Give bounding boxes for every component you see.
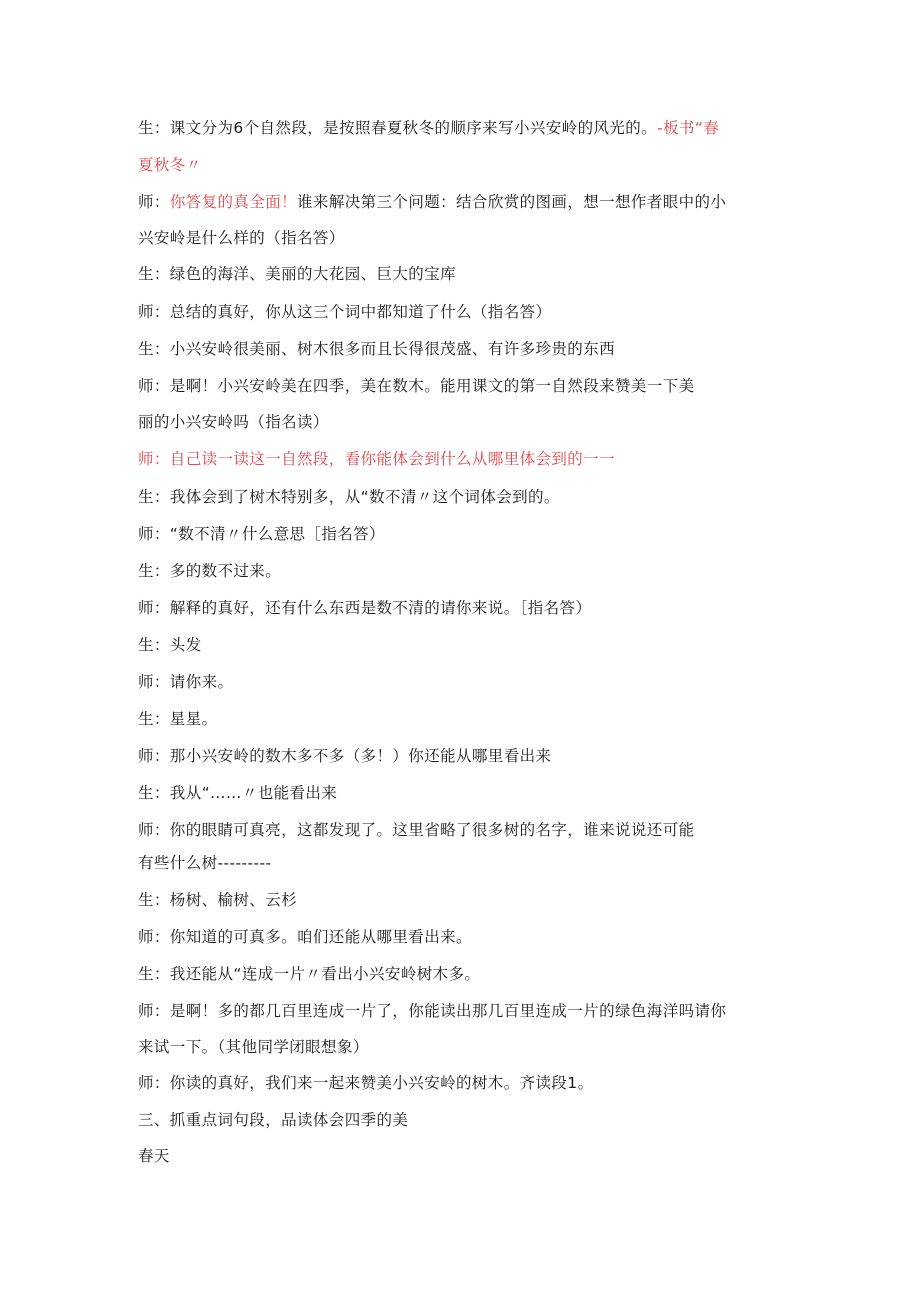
speaker-label: 师： (138, 193, 170, 211)
dialogue-line-20 (138, 820, 695, 840)
dialogue-line-25 (138, 1001, 726, 1021)
line-text: 生：星星。 (138, 710, 218, 728)
line-text: 师：你知道的可真多。咱们还能从哪里看出来。 (138, 928, 472, 946)
subsection-heading (138, 1146, 170, 1166)
dialogue-line-1 (138, 118, 719, 138)
line-text: 师：你的眼睛可真亮，这都发现了。这里省略了很多树的名字，谁来说说还可能 (138, 821, 695, 839)
line-text: 丽的小兴安岭吗（指名读） (138, 413, 329, 431)
dialogue-line-9 (138, 412, 329, 432)
line-text: 师：解释的真好，还有什么东西是数不清的请你来说。［指名答） (138, 599, 592, 617)
line-text: 师：你读的真好，我们来一起来赞美小兴安岭的树木。齐读段1。 (138, 1074, 594, 1092)
line-text: 来试一下。（其他同学闭眼想象） (138, 1038, 369, 1056)
line-text: 有些什么树--------- (138, 854, 272, 872)
dialogue-line-18 (138, 746, 551, 766)
line-text: 生：绿色的海洋、美丽的大花园、巨大的宝库 (138, 265, 457, 283)
line-text: 生：杨树、榆树、云杉 (138, 891, 298, 909)
dialogue-line-27 (138, 1073, 593, 1093)
line-text: 谁来解决第三个问题：结合欣赏的图画，想一想作者眼中的小 (297, 193, 727, 211)
line-text: 生：我还能从“连成一片〃看出小兴安岭树木多。 (138, 965, 481, 983)
dialogue-line-2 (138, 155, 202, 175)
line-text: 生：小兴安岭很美丽、树木很多而且长得很茂盛、有许多珍贵的东西 (138, 340, 616, 358)
line-text: 师：是啊！多的都几百里连成一片了，你能读出那几百里连成一片的绿色海洋吗请你 (138, 1002, 727, 1020)
line-text: 师：是啊！小兴安岭美在四季，美在数木。能用课文的第一自然段来赞美一下美 (138, 377, 695, 395)
dialogue-line-10 (138, 449, 615, 469)
dialogue-line-3 (138, 192, 726, 212)
dialogue-line-4 (138, 228, 345, 248)
dialogue-line-7 (138, 339, 615, 359)
line-text: 生：课文分为6个自然段，是按照春夏秋冬的顺序来写小兴安岭的风光的。 (138, 119, 658, 137)
line-text: 师：请你来。 (138, 673, 234, 691)
dialogue-line-24 (138, 964, 480, 984)
line-text: 春天 (138, 1147, 170, 1165)
line-text: 三、抓重点词句段，品读体会四季的美 (138, 1111, 409, 1129)
dialogue-line-14 (138, 598, 591, 618)
dialogue-line-11 (138, 487, 560, 507)
dialogue-line-12 (138, 524, 385, 544)
line-text: 师：那小兴安岭的数木多不多（多！）你还能从哪里看出来 (138, 747, 552, 765)
line-text: 生：多的数不过来。 (138, 562, 282, 580)
dialogue-line-22 (138, 890, 297, 910)
line-text: 师：总结的真好，你从这三个词中都知道了什么（指名答） (138, 303, 552, 321)
dialogue-line-19 (138, 783, 337, 803)
board-writing-note-cont: 夏秋冬〃 (138, 156, 202, 174)
dialogue-line-8 (138, 376, 695, 396)
teacher-instruction-highlight: 师：自己读一读这一自然段，看你能体会到什么从哪里体会到的一一 (138, 450, 616, 468)
dialogue-line-23 (138, 927, 472, 947)
dialogue-line-17 (138, 709, 218, 729)
line-text: 生：我体会到了树木特别多，从“数不清〃这个词体会到的。 (138, 488, 560, 506)
line-text: 生：头发 (138, 636, 202, 654)
dialogue-line-15 (138, 635, 202, 655)
line-text: 生：我从“……〃也能看出来 (138, 784, 338, 802)
dialogue-line-16 (138, 672, 233, 692)
dialogue-line-26 (138, 1037, 369, 1057)
dialogue-line-13 (138, 561, 281, 581)
dialogue-line-21 (138, 853, 271, 873)
line-text: 兴安岭是什么样的（指名答） (138, 229, 345, 247)
dialogue-line-5 (138, 264, 456, 284)
line-text: 师：“数不清〃什么意思［指名答） (138, 525, 385, 543)
teacher-praise-highlight: 你答复的真全面！ (169, 193, 298, 211)
section-heading (138, 1110, 408, 1130)
dialogue-line-6 (138, 302, 551, 322)
board-writing-note: -板书“春 (657, 119, 720, 137)
